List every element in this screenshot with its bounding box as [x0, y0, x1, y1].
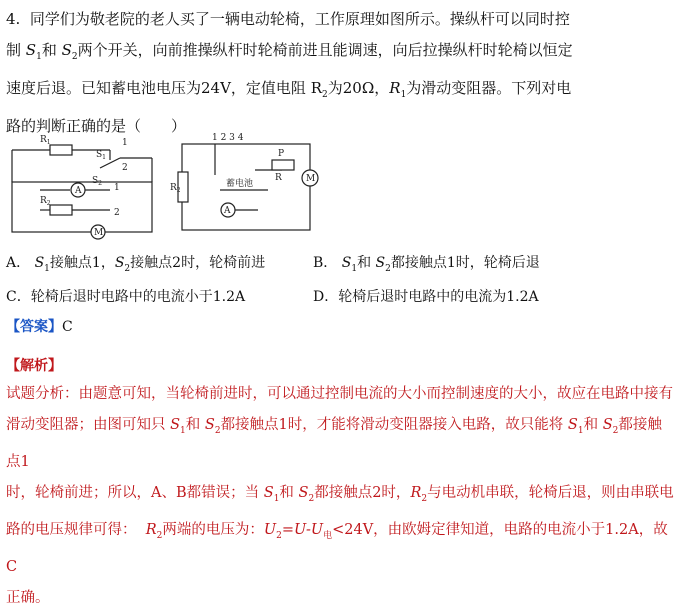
left-motor-label: M [94, 228, 104, 238]
left-contact-3: 1 [114, 183, 120, 193]
question-line-2: 制 $S_1$和 $S_2$两个开关，向前推操纵杆时轮椅前进且能调速，向后拉操纵杆时轮椅以恒定 [6, 41, 573, 62]
left-r2-label: $R_2$ [40, 196, 51, 207]
left-ammeter-label: A [75, 186, 82, 196]
left-s2-label: $S_2$ [92, 176, 102, 187]
question [6, 4, 674, 142]
question-line-1: 4. 同学们为敬老院的老人买了一辆电动轮椅，工作原理如图所示。操纵杆可以同时控 [6, 10, 570, 28]
question-line-3: 速度后退。已知蓄电池电压为24V，定值电阻 $R_2$为20Ω，$R_1$为滑动变阻器。下列对电 [6, 79, 572, 100]
analysis [6, 355, 676, 614]
right-r2-label: $R_2$ [170, 183, 181, 194]
right-battery-label: 蓄电池 [226, 179, 254, 189]
question-line-4: 路的判断正确的是（ ） [6, 117, 187, 135]
option-b: B． $S_1$和 $S_2$都接触点1时，轮椅后退 [313, 255, 540, 274]
answer [6, 316, 73, 336]
analysis-tag: 【解析】 [6, 358, 62, 374]
circuit-diagrams [10, 130, 330, 240]
analysis-body [6, 379, 676, 614]
right-motor-label: M [306, 174, 316, 184]
answer-tag: 【答案】 [6, 319, 62, 335]
answer-value: C [62, 319, 73, 335]
option-c: C．轮椅后退时电路中的电流小于1.2A [6, 289, 246, 305]
right-r-label: R [275, 173, 282, 183]
left-contact-2: 2 [122, 163, 128, 173]
analysis-line-3: 时，轮椅前进；所以，A、B都错误；当 $S_1$和 $S_2$都接触点2时，$R_2$与电动机串联，轮椅后退，则由串联电 [6, 484, 674, 504]
analysis-line-1: 试题分析：由题意可知，当轮椅前进时，可以通过控制电流的大小而控制速度的大小，故应在电路中接有 [6, 386, 673, 402]
analysis-line-4: 路的电压规律可得： $R_2$两端的电压为：$U_2=U-U_电<24V$，由欧姆定律知道，电路的电流小于1.2A，故C [6, 521, 668, 575]
circuit-left [12, 145, 152, 239]
option-d: D．轮椅后退时电路中的电流为1.2A [313, 289, 539, 305]
left-s1-label: $S_1$ [96, 150, 106, 161]
left-r1-label: $R_1$ [40, 135, 51, 146]
left-contact-1: 1 [122, 138, 128, 148]
right-contacts-label: 1 2 3 4 [212, 133, 244, 143]
analysis-line-5: 正确。 [6, 589, 50, 606]
right-p-label: P [278, 149, 285, 159]
right-ammeter-label: A [224, 206, 231, 216]
left-contact-4: 2 [114, 208, 120, 218]
option-a: A． $S_1$接触点1，$S_2$接触点2时，轮椅前进 [6, 255, 266, 274]
analysis-line-2: 滑动变阻器；由图可知只 $S_1$和 $S_2$都接触点1时，才能将滑动变阻器接入电路，故只能将 $S_1$和 $S_2$都接触点1 [6, 417, 662, 470]
